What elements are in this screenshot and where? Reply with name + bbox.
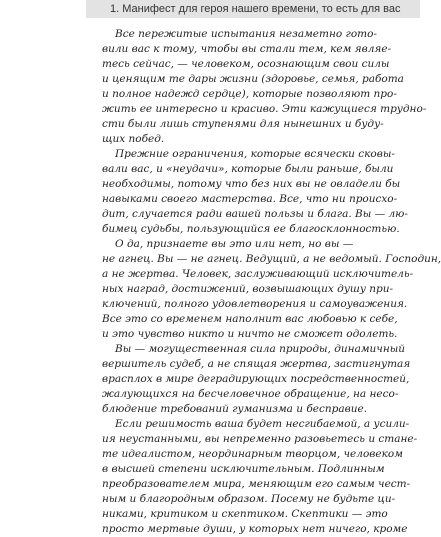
text-line: врасплох в мире деградирующих посредственностей, xyxy=(102,373,410,385)
text-line: Все пережитые испытания незаметно гото- xyxy=(115,28,377,40)
chapter-title: 1. Манифест для героя нашего времени, то есть для вас xyxy=(110,3,401,15)
text-line: жалующихся на бесчеловечное обращение, на несо- xyxy=(102,388,399,400)
text-line: блюдение требований гуманизма и бесправие. xyxy=(102,403,368,415)
text-line: вершитель судеб, а не спящая жертва, застигнутая xyxy=(102,358,411,370)
text-line: преобразователем мира, меняющим его самым чест- xyxy=(102,478,411,490)
text-line: ия неустанными, вы непременно разовьетесь и стане- xyxy=(102,433,418,445)
running-header xyxy=(86,0,420,18)
text-line: щих побед. xyxy=(102,133,165,145)
text-line: необходимы, потому что без них вы не овладели бы xyxy=(102,178,401,190)
text-line: Если решимость ваша будет несгибаемой, а усили- xyxy=(115,418,410,430)
text-line: просто мертвые души, у которых нет ничего, кроме xyxy=(102,523,408,535)
text-line: тесь сейчас, — человеком, осознающим свои силы xyxy=(102,58,390,70)
text-line: жить ее интересно и красиво. Эти кажущиеся трудно- xyxy=(102,103,427,115)
text-line: вали вас, и «неудачи», которые были раньше, были xyxy=(102,163,394,175)
text-line: и это чувство никто и ничто не сможет одолеть. xyxy=(102,328,398,340)
text-line: О да, признаете вы это или нет, но вы — xyxy=(115,238,354,250)
text-line: те идеалистом, неординарным творцом, человеком xyxy=(102,448,403,460)
text-line: дит, случается ради вашей пользы и блага. Вы — лю- xyxy=(102,208,408,220)
text-line: навыками своего мастерства. Все, что ни происхо- xyxy=(102,193,398,205)
text-line: никами, критиком и скептиком. Скептики — это xyxy=(102,508,388,520)
text-line: и полное надежд сердце), которые позволяют про- xyxy=(102,88,397,100)
text-line: Все это со временем наполнит вас любовью к себе, xyxy=(102,313,398,325)
text-line: и ценящим те дары жизни (здоровье, семья, работа xyxy=(102,73,404,85)
text-line: вили вас к тому, чтобы вы стали тем, кем являе- xyxy=(102,43,392,55)
page-body-text xyxy=(102,24,441,535)
text-line: сти были лишь ступенями для нынешних и буду- xyxy=(102,118,384,130)
text-line: а не жертва. Человек, заслуживающий исключитель- xyxy=(102,268,414,280)
text-line: ным и благородным образом. Посему не будьте ци- xyxy=(102,493,396,505)
text-line: ных наград, достижений, возвышающих душу при- xyxy=(102,283,394,295)
text-line: бимец судьбы, пользующийся ее благосклонностью. xyxy=(102,223,400,235)
text-line: в высшей степени исключительным. Подлинным xyxy=(102,463,385,475)
text-line: Прежние ограничения, которые всячески сковы- xyxy=(115,148,395,160)
text-line: не агнец. Вы — не агнец. Ведущий, а не ведомый. Господин, xyxy=(102,253,441,265)
text-line: Вы — могущественная сила природы, динамичный xyxy=(115,343,406,355)
text-line: ключений, полного удовлетворения и самоуважения. xyxy=(102,298,408,310)
